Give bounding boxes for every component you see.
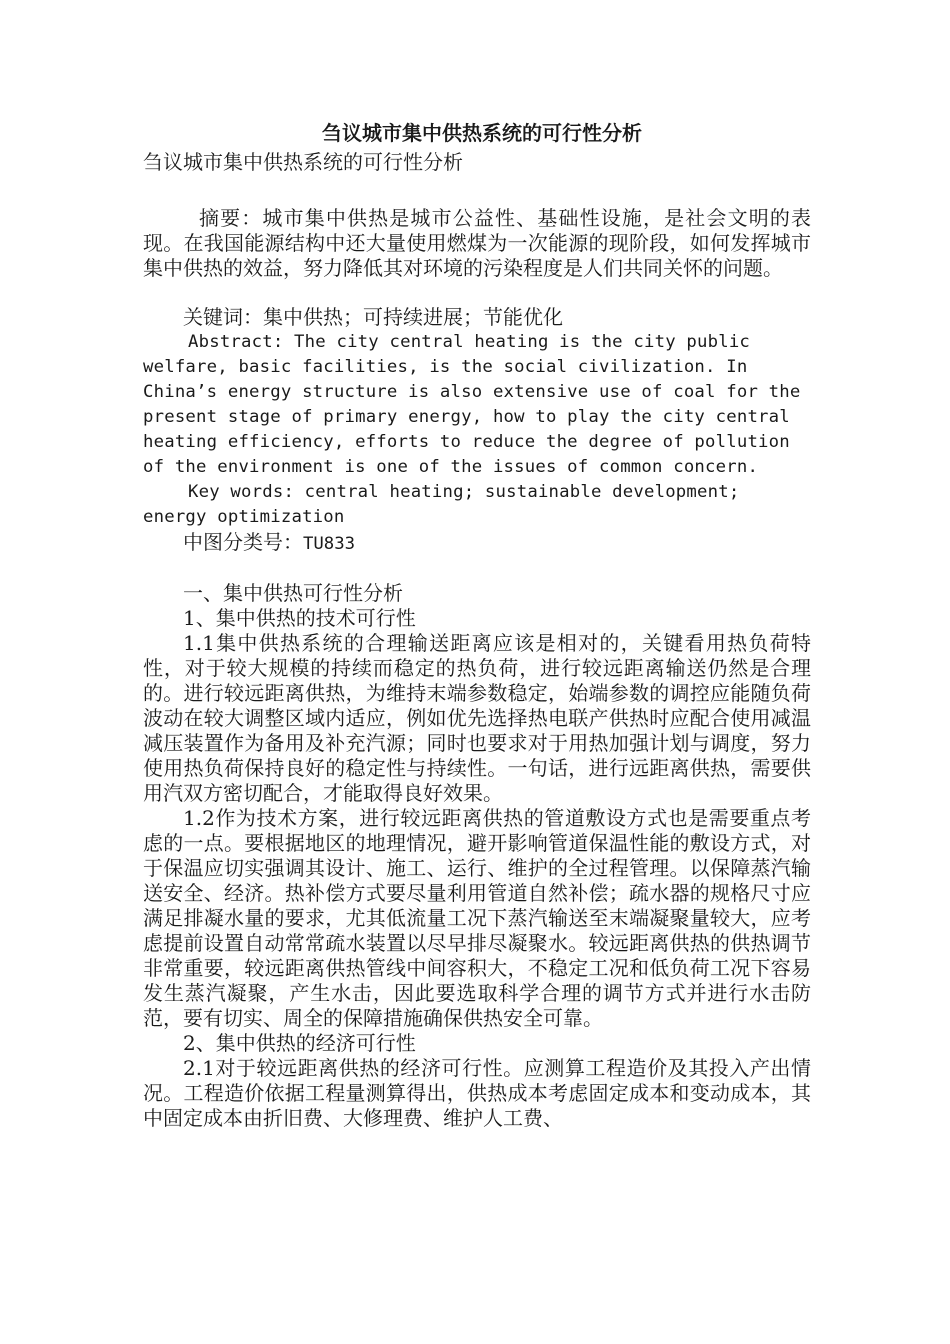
classification-label: 中图分类号： [183, 530, 303, 554]
keywords-zh: 关键词：集中供热；可持续进展；节能优化 [183, 305, 563, 329]
classification-number [143, 530, 811, 557]
document-page [143, 118, 811, 1131]
subsection-heading-2: 2、集中供热的经济可行性 [183, 1031, 416, 1055]
abstract-zh: 摘要：城市集中供热是城市公益性、基础性设施，是社会文明的表现。在我国能源结构中还大量使用燃煤为一次能源的现阶段，如何发挥城市集中供热的效益，努力降低其对环境的污染程度是人们共同关怀的问题。 [143, 206, 811, 280]
paragraph-1-2: 1.2作为技术方案，进行较远距离供热的管道敷设方式也是需要重点考虑的一点。要根据地区的地理情况，避开影响管道保温性能的敷设方式，对于保温应切实强调其设计、施工、运行、维护的全过程管理。以保障蒸汽输送安全、经济。热补偿方式要尽量利用管道自然补偿；疏水器的规格尺寸应满足排凝水量的要求，尤其低流量工况下蒸汽输送至末端凝聚量较大，应考虑提前设置自动常常疏水装置以尽早排尽凝聚水。较远距离供热的供热调节非常重要，较远距离供热管线中间容积大，不稳定工况和低负荷工况下容易发生蒸汽凝聚，产生水击，因此要选取科学合理的调节方式并进行水击防范，要有切实、周全的保障措施确保供热安全可靠。 [143, 806, 811, 1030]
spacer [143, 281, 811, 305]
spacer [143, 557, 811, 581]
abstract-en: Abstract: The city central heating is the city public welfare, basic facilities, is the social civilization. In China’s energy structure is also extensive use of coal for the present stage of primary energy, how to play the city central heating efficiency, efforts to reduce the degree of pollution of the environment is one of the issues of common concern. [143, 332, 801, 477]
paragraph-2-1: 2.1对于较远距离供热的经济可行性。应测算工程造价及其投入产出情况。工程造价依据工程量测算得出，供热成本考虑固定成本和变动成本，其中固定成本由折旧费、大修理费、维护人工费、 [143, 1056, 811, 1130]
document-title: 刍议城市集中供热系统的可行性分析 [322, 121, 642, 145]
section-heading-1: 一、集中供热可行性分析 [183, 581, 403, 605]
document-subtitle: 刍议城市集中供热系统的可行性分析 [143, 150, 463, 174]
subsection-heading-1: 1、集中供热的技术可行性 [183, 606, 416, 630]
keywords-en: Key words: central heating; sustainable development; energy optimization [143, 482, 740, 527]
paragraph-1-1: 1.1集中供热系统的合理输送距离应该是相对的，关键看用热负荷特性，对于较大规模的持续而稳定的热负荷，进行较远距离输送仍然是合理的。进行较远距离供热，为维持末端参数稳定，始端参数的调控应能随负荷波动在较大调整区域内适应，例如优先选择热电联产供热时应配合使用减温减压装置作为备用及补充汽源；同时也要求对于用热加强计划与调度，努力使用热负荷保持良好的稳定性与持续性。一句话，进行远距离供热，需要供用汽双方密切配合，才能取得良好效果。 [143, 631, 811, 805]
classification-code: TU833 [303, 534, 356, 554]
